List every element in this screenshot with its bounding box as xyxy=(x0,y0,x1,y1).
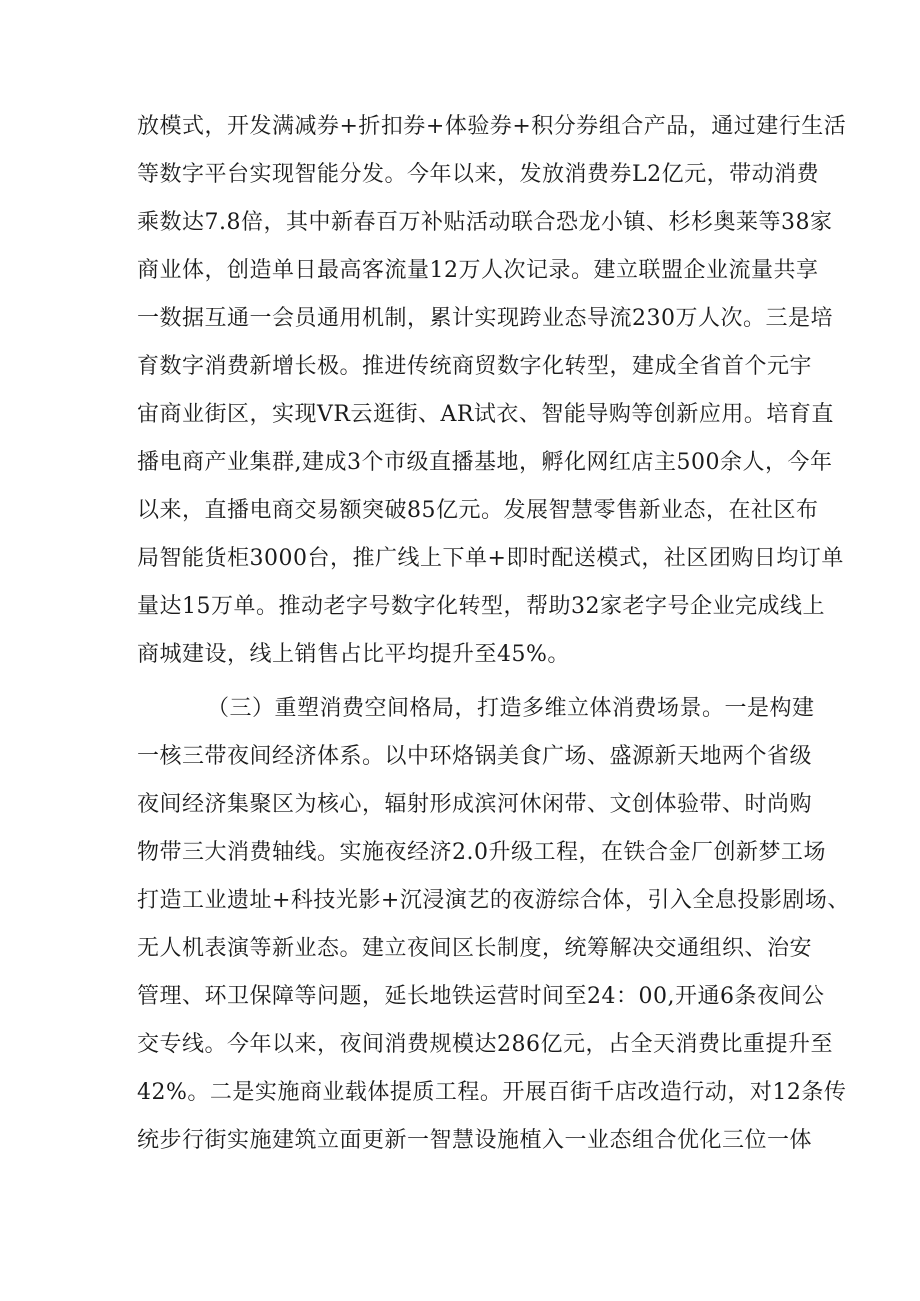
paragraph-line: 统步行街实施建筑立面更新一智慧设施植入一业态组合优化三位一体 xyxy=(137,1128,813,1153)
paragraph-line: 宙商业街区，实现VR云逛街、AR试衣、智能导购等创新应用。培育直 xyxy=(137,402,834,427)
paragraph-line: 管理、环卫保障等问题，延长地铁运营时间至24：00,开通6条夜间公 xyxy=(137,984,825,1009)
paragraph-line: 育数字消费新增长极。推进传统商贸数字化转型，建成全省首个元宇 xyxy=(137,354,813,379)
paragraph-line: 交专线。今年以来，夜间消费规模达286亿元，占全天消费比重提升至 xyxy=(137,1032,833,1057)
paragraph-line: 夜间经济集聚区为核心，辐射形成滨河休闲带、文创体验带、时尚购 xyxy=(137,792,813,817)
paragraph-line: 一数据互通一会员通用机制，累计实现跨业态导流230万人次。三是培 xyxy=(137,306,833,331)
paragraph-line: 量达15万单。推动老字号数字化转型，帮助32家老字号企业完成线上 xyxy=(137,594,825,619)
paragraph-line: 一核三带夜间经济体系。以中环烙锅美食广场、盛源新天地两个省级 xyxy=(137,744,813,769)
paragraph-line: 播电商产业集群,建成3个市级直播基地，孵化网红店主500余人，今年 xyxy=(137,450,833,475)
paragraph-line: 局智能货柜3000台，推广线上下单+即时配送模式，社区团购日均订单 xyxy=(137,546,844,571)
paragraph-line: 等数字平台实现智能分发。今年以来，发放消费券L2亿元，带动消费 xyxy=(137,162,820,187)
paragraph-line: 42%。二是实施商业载体提质工程。开展百街千店改造行动，对12条传 xyxy=(137,1080,847,1105)
paragraph-line: 商城建设，线上销售占比平均提升至45%。 xyxy=(137,642,570,667)
paragraph-line: 无人机表演等新业态。建立夜间区长制度，统筹解决交通组织、治安 xyxy=(137,936,813,961)
paragraph-line: 乘数达7.8倍，其中新春百万补贴活动联合恐龙小镇、杉杉奥莱等38家 xyxy=(137,210,833,235)
paragraph-line: 物带三大消费轴线。实施夜经济2.0升级工程，在铁合金厂创新梦工场 xyxy=(137,840,826,865)
paragraph-line: 商业体，创造单日最高客流量12万人次记录。建立联盟企业流量共享 xyxy=(137,258,819,283)
paragraph-line: 以来，直播电商交易额突破85亿元。发展智慧零售新业态，在社区布 xyxy=(137,498,819,523)
section-heading-line: （三）重塑消费空间格局，打造多维立体消费场景。一是构建 xyxy=(207,696,815,721)
paragraph-line: 放模式，开发满减券+折扣券+体验券+积分券组合产品，通过建行生活 xyxy=(137,114,847,139)
paragraph-line: 打造工业遗址+科技光影+沉浸演艺的夜游综合体，引入全息投影剧场、 xyxy=(137,888,850,913)
